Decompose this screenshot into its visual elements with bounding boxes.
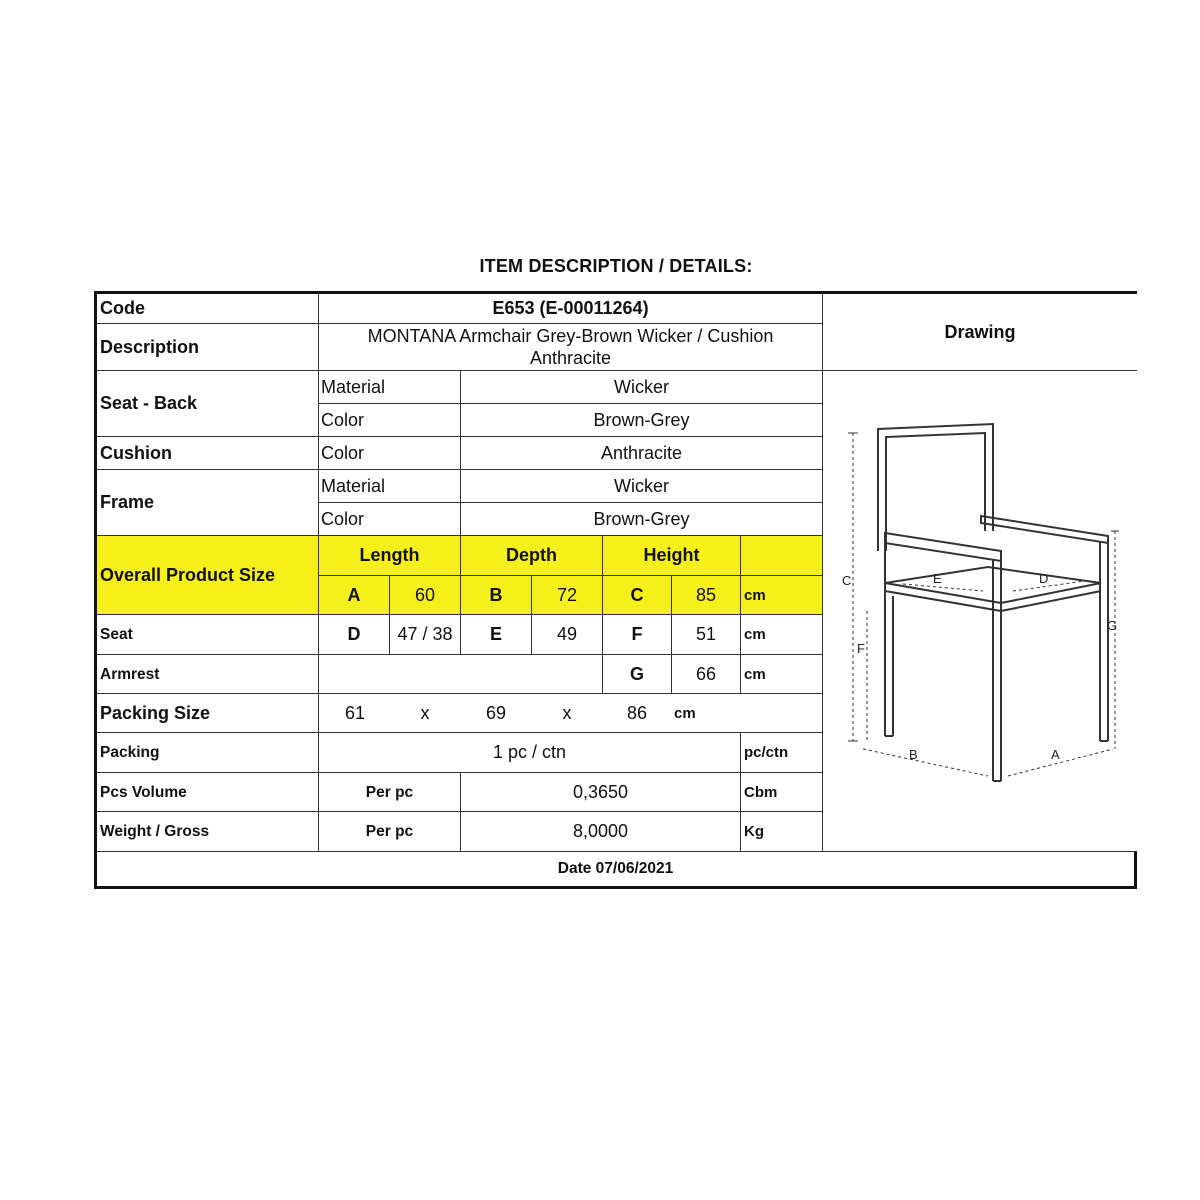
- dim-f-value: 51: [672, 615, 741, 655]
- seat-back-label: Seat - Back: [97, 371, 319, 437]
- packing-label: Packing: [97, 733, 319, 773]
- code-label: Code: [97, 294, 319, 324]
- packing-length: 61: [344, 702, 366, 723]
- dim-c-value: 85: [672, 576, 741, 615]
- dim-label-c: C: [842, 573, 852, 588]
- description-label: Description: [97, 324, 319, 371]
- cushion-color: Anthracite: [461, 437, 823, 470]
- chair-drawing: [823, 371, 1137, 852]
- weight-label: Weight / Gross: [97, 812, 319, 852]
- dim-label-b: B: [909, 747, 918, 762]
- frame-label: Frame: [97, 470, 319, 536]
- packing-size-unit: cm: [674, 704, 696, 722]
- pcs-volume-label: Pcs Volume: [97, 773, 319, 812]
- packing-size-label: Packing Size: [97, 694, 319, 733]
- description-line-1: MONTANA Armchair Grey-Brown Wicker / Cushion: [367, 326, 774, 346]
- pcs-volume-unit: Cbm: [741, 773, 823, 812]
- seat-unit: cm: [741, 615, 823, 655]
- dim-e-value: 49: [532, 615, 603, 655]
- armrest-label: Armrest: [97, 655, 319, 694]
- weight-unit: Kg: [741, 812, 823, 852]
- dim-b-letter: B: [461, 576, 532, 615]
- dim-e-letter: E: [461, 615, 532, 655]
- drawing-header: [823, 294, 1137, 371]
- drawing-panel: [823, 371, 1137, 852]
- dim-b-value: 72: [532, 576, 603, 615]
- length-header: Length: [319, 536, 461, 576]
- dim-label-e: E: [933, 571, 942, 586]
- frame-material-label: Material: [319, 470, 461, 503]
- dim-a-value: 60: [390, 576, 461, 615]
- date-footer: Date 07/06/2021: [557, 860, 674, 877]
- page-heading: ITEM DESCRIPTION / DETAILS:: [479, 256, 753, 276]
- overall-unit-header: [741, 536, 823, 576]
- dim-label-g: G: [1107, 618, 1118, 633]
- depth-header: Depth: [461, 536, 603, 576]
- weight-value: 8,0000: [461, 812, 741, 852]
- dim-d-letter: D: [319, 615, 390, 655]
- packing-x-2: x: [562, 702, 572, 723]
- armrest-blank: [319, 655, 603, 694]
- seat-back-color: Brown-Grey: [461, 404, 823, 437]
- overall-size-label: Overall Product Size: [97, 536, 319, 615]
- seat-back-material: Wicker: [461, 371, 823, 404]
- description-value: [319, 324, 823, 371]
- frame-color: Brown-Grey: [461, 503, 823, 536]
- dim-c-letter: C: [603, 576, 672, 615]
- dim-label-f: F: [857, 641, 865, 656]
- overall-unit: cm: [741, 576, 823, 615]
- description-line-2: Anthracite: [529, 348, 612, 368]
- seat-label: Seat: [97, 615, 319, 655]
- packing-size-row: [319, 694, 823, 733]
- dim-g-letter: G: [603, 655, 672, 694]
- dim-label-a: A: [1051, 747, 1060, 762]
- cushion-color-label: Color: [319, 437, 461, 470]
- spec-sheet: [94, 291, 1137, 889]
- packing-height: 86: [626, 702, 648, 723]
- dim-a-letter: A: [319, 576, 390, 615]
- frame-color-label: Color: [319, 503, 461, 536]
- dim-d-value: 47 / 38: [390, 615, 461, 655]
- code-value: E653 (E-00011264): [319, 294, 823, 324]
- weight-per: Per pc: [319, 812, 461, 852]
- drawing-title: Drawing: [944, 322, 1016, 342]
- seat-back-material-label: Material: [319, 371, 461, 404]
- dim-label-d: D: [1039, 571, 1049, 586]
- pcs-volume-value: 0,3650: [461, 773, 741, 812]
- height-header: Height: [603, 536, 741, 576]
- frame-material: Wicker: [461, 470, 823, 503]
- packing-x-1: x: [420, 702, 430, 723]
- dim-f-letter: F: [603, 615, 672, 655]
- armrest-unit: cm: [741, 655, 823, 694]
- pcs-volume-per: Per pc: [319, 773, 461, 812]
- packing-unit: pc/ctn: [741, 733, 823, 773]
- packing-value: 1 pc / ctn: [319, 733, 741, 773]
- dim-g-value: 66: [672, 655, 741, 694]
- cushion-label: Cushion: [97, 437, 319, 470]
- seat-back-color-label: Color: [319, 404, 461, 437]
- packing-depth: 69: [485, 702, 507, 723]
